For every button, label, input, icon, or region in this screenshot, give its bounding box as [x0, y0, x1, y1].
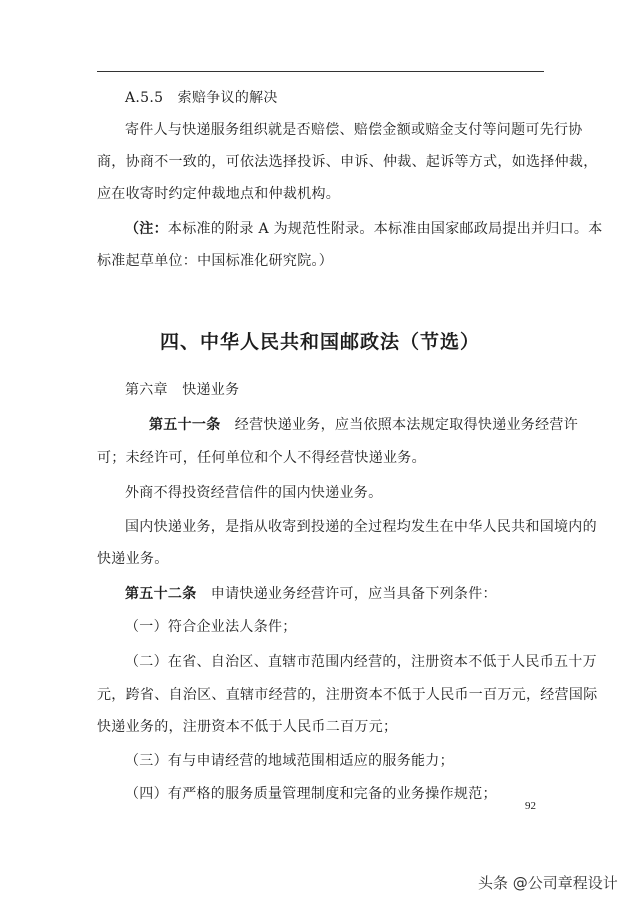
page-number: 92	[525, 800, 536, 812]
article-52-text: 申请快递业务经营许可，应当具备下列条件：	[196, 586, 497, 602]
article-52-label: 第五十二条	[125, 586, 197, 602]
body-line: 快递业务。	[97, 551, 169, 567]
body-line: 应在收寄时约定仲裁地点和仲裁机构。	[97, 186, 341, 202]
article-51-label: 第五十一条	[149, 417, 221, 433]
note-text: 本标准的附录 A 为规范性附录。本标准由国家邮政局提出并归口。本	[167, 221, 603, 237]
list-item: （四）有严格的服务质量管理制度和完备的业务操作规范；	[125, 786, 497, 802]
article-51-line	[149, 416, 578, 434]
body-line: 国内快递业务，是指从收寄到投递的全过程均发生在中华人民共和国境内的	[125, 519, 597, 535]
body-line: 外商不得投资经营信件的国内快递业务。	[125, 485, 383, 501]
body-line: 寄件人与快递服务组织就是否赔偿、赔偿金额或赔金支付等问题可先行协	[125, 122, 583, 138]
list-item: （三）有与申请经营的地域范围相适应的服务能力；	[125, 753, 454, 769]
note-prefix: （注：	[125, 221, 168, 237]
list-item-continued: 元，跨省、自治区、直辖市经营的，注册资本不低于人民币一百万元，经营国际	[97, 687, 598, 703]
list-item: （一）符合企业法人条件；	[125, 619, 297, 635]
section-title: 四、中华人民共和国邮政法（节选）	[159, 331, 480, 353]
note-line: 标准起草单位：中国标准化研究院。）	[97, 253, 334, 269]
note-line	[125, 220, 603, 238]
article-52-line	[125, 585, 497, 603]
section-heading-a55: A.5.5 索赔争议的解决	[125, 90, 278, 106]
header-rule	[97, 71, 544, 72]
list-item-continued: 快递业务的，注册资本不低于人民币二百万元；	[97, 719, 398, 735]
body-line: 可；未经许可，任何单位和个人不得经营快递业务。	[97, 450, 426, 466]
watermark: 头条 @公司章程设计	[478, 874, 618, 892]
article-51-text: 经营快递业务，应当依照本法规定取得快递业务经营许	[220, 417, 578, 433]
body-line: 商，协商不一致的，可依法选择投诉、申诉、仲裁、起诉等方式，如选择仲裁，	[97, 154, 598, 170]
chapter-heading: 第六章 快递业务	[125, 382, 240, 398]
list-item: （二）在省、自治区、直辖市范围内经营的，注册资本不低于人民币五十万	[125, 654, 597, 670]
